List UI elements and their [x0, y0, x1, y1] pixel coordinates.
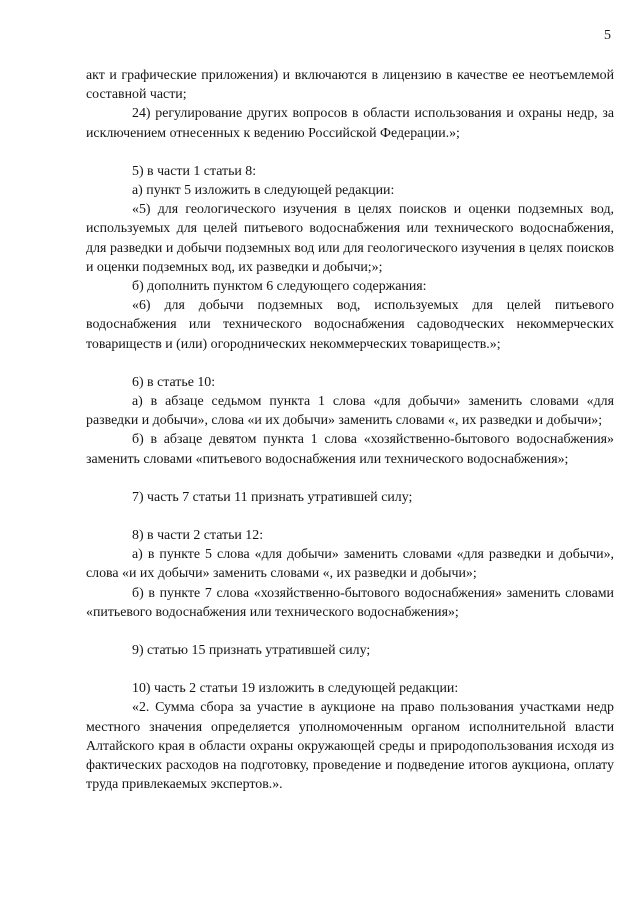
- paragraph-section-6-a: а) в абзаце седьмом пункта 1 слова «для добычи» заменить словами «для разведки и добычи», слова «и их добычи» заменить словами «, их разведки и добычи»;: [86, 394, 614, 429]
- paragraph-section-8-a: а) в пункте 5 слова «для добычи» заменить словами «для разведки и добычи», слова «и их добычи» заменить словами «, их разведки и добычи»;: [86, 547, 614, 582]
- paragraph-section-7: 7) часть 7 статьи 11 признать утратившей силу;: [132, 489, 413, 505]
- paragraph-section-10-text: «2. Сумма сбора за участие в аукционе на право пользования участками недр местного значения определяется уполномоченным органом исполнительной власти Алтайского края в области охраны окружающей среды и природопользования исходя из фактических расходов на подготовку, проведение и подведение итогов аукциона, оплату труда привлекаемых экспертов.».: [86, 700, 614, 793]
- paragraph-list-item-continuation: акт и графические приложения) и включаются в лицензию в качестве ее неотъемлемой составной части;: [86, 68, 614, 103]
- paragraph-section-8-heading: 8) в части 2 статьи 12:: [132, 528, 264, 544]
- paragraph-section-9: 9) статью 15 признать утратившей силу;: [132, 643, 371, 659]
- paragraph-section-5-b-text: «6) для добычи подземных вод, используемых для целей питьевого водоснабжения или технического водоснабжения садоводческих некоммерческих товариществ и (или) огороднических некоммерческих товариществ.»;: [86, 298, 614, 352]
- paragraph-section-6-heading: 6) в статье 10:: [132, 374, 216, 390]
- paragraph-section-5-a: а) пункт 5 изложить в следующей редакции:: [132, 183, 395, 199]
- paragraph-section-5-b: б) дополнить пунктом 6 следующего содержания:: [132, 279, 427, 295]
- document-body: [86, 66, 614, 795]
- paragraph-section-6-b: б) в абзаце девятом пункта 1 слова «хозяйственно-бытового водоснабжения» заменить словами «питьевого водоснабжения или технического водоснабжения»;: [86, 432, 614, 467]
- paragraph-item-24: 24) регулирование других вопросов в области использования и охраны недр, за исключением отнесенных к ведению Российской Федерации.»;: [86, 106, 614, 141]
- paragraph-section-8-b: б) в пункте 7 слова «хозяйственно-бытового водоснабжения» заменить словами «питьевого водоснабжения или технического водоснабжения»;: [86, 585, 614, 620]
- paragraph-section-5-a-text: «5) для геологического изучения в целях поисков и оценки подземных вод, используемых для целей питьевого водоснабжения или технического водоснабжения, для разведки и добычи подземных вод или для геологического изучения в целях поисков и оценки подземных вод, их разведки и добычи;»;: [86, 202, 614, 275]
- page-number: 5: [604, 28, 611, 43]
- paragraph-section-5-heading: 5) в части 1 статьи 8:: [132, 163, 257, 179]
- paragraph-section-10-heading: 10) часть 2 статьи 19 изложить в следующей редакции:: [132, 681, 459, 697]
